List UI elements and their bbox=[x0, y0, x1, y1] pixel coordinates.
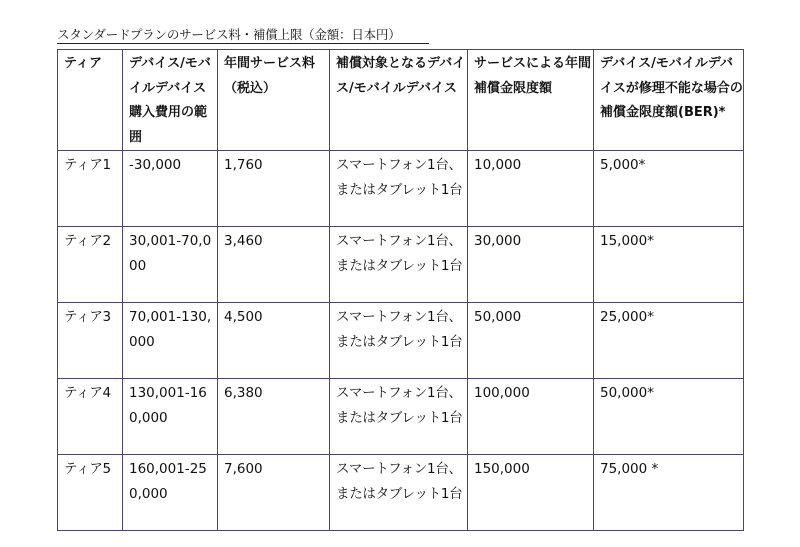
cell-ber-limit: 75,000 * bbox=[594, 455, 744, 531]
header-annual-fee: 年間サービス料（税込） bbox=[218, 50, 330, 151]
cell-tier: ティア4 bbox=[58, 379, 123, 455]
cell-covered-devices: スマートフォン1台、またはタブレット1台 bbox=[330, 379, 468, 455]
cell-annual-limit: 30,000 bbox=[468, 227, 594, 303]
cell-annual-fee: 6,380 bbox=[218, 379, 330, 455]
cell-annual-fee: 7,600 bbox=[218, 455, 330, 531]
cell-covered-devices: スマートフォン1台、またはタブレット1台 bbox=[330, 227, 468, 303]
cell-annual-limit: 50,000 bbox=[468, 303, 594, 379]
cell-price-range: 130,001-160,000 bbox=[123, 379, 218, 455]
cell-annual-limit: 100,000 bbox=[468, 379, 594, 455]
service-fee-table bbox=[57, 49, 744, 531]
cell-price-range: 30,001-70,000 bbox=[123, 227, 218, 303]
cell-annual-limit: 10,000 bbox=[468, 151, 594, 227]
table-row bbox=[58, 455, 744, 531]
header-row bbox=[58, 50, 744, 151]
cell-tier: ティア2 bbox=[58, 227, 123, 303]
cell-tier: ティア3 bbox=[58, 303, 123, 379]
cell-annual-fee: 3,460 bbox=[218, 227, 330, 303]
cell-price-range: -30,000 bbox=[123, 151, 218, 227]
table-row bbox=[58, 151, 744, 227]
table-row bbox=[58, 379, 744, 455]
cell-price-range: 70,001-130,000 bbox=[123, 303, 218, 379]
table-row bbox=[58, 303, 744, 379]
cell-tier: ティア5 bbox=[58, 455, 123, 531]
header-covered-devices: 補償対象となるデバイス/モバイルデバイス bbox=[330, 50, 468, 151]
cell-ber-limit: 5,000* bbox=[594, 151, 744, 227]
cell-tier: ティア1 bbox=[58, 151, 123, 227]
cell-ber-limit: 50,000* bbox=[594, 379, 744, 455]
cell-annual-fee: 4,500 bbox=[218, 303, 330, 379]
table-caption: スタンダードプランのサービス料・補償上限（金額：日本円） bbox=[57, 27, 429, 44]
cell-covered-devices: スマートフォン1台、またはタブレット1台 bbox=[330, 151, 468, 227]
cell-price-range: 160,001-250,000 bbox=[123, 455, 218, 531]
header-ber-limit: デバイス/モバイルデバイスが修理不能な場合の補償金限度額(BER)* bbox=[594, 50, 744, 151]
cell-covered-devices: スマートフォン1台、またはタブレット1台 bbox=[330, 303, 468, 379]
header-annual-limit: サービスによる年間補償金限度額 bbox=[468, 50, 594, 151]
table-row bbox=[58, 227, 744, 303]
header-tier: ティア bbox=[58, 50, 123, 151]
cell-covered-devices: スマートフォン1台、またはタブレット1台 bbox=[330, 455, 468, 531]
cell-annual-fee: 1,760 bbox=[218, 151, 330, 227]
cell-ber-limit: 25,000* bbox=[594, 303, 744, 379]
cell-annual-limit: 150,000 bbox=[468, 455, 594, 531]
header-price-range: デバイス/モバイルデバイス購入費用の範囲 bbox=[123, 50, 218, 151]
cell-ber-limit: 15,000* bbox=[594, 227, 744, 303]
